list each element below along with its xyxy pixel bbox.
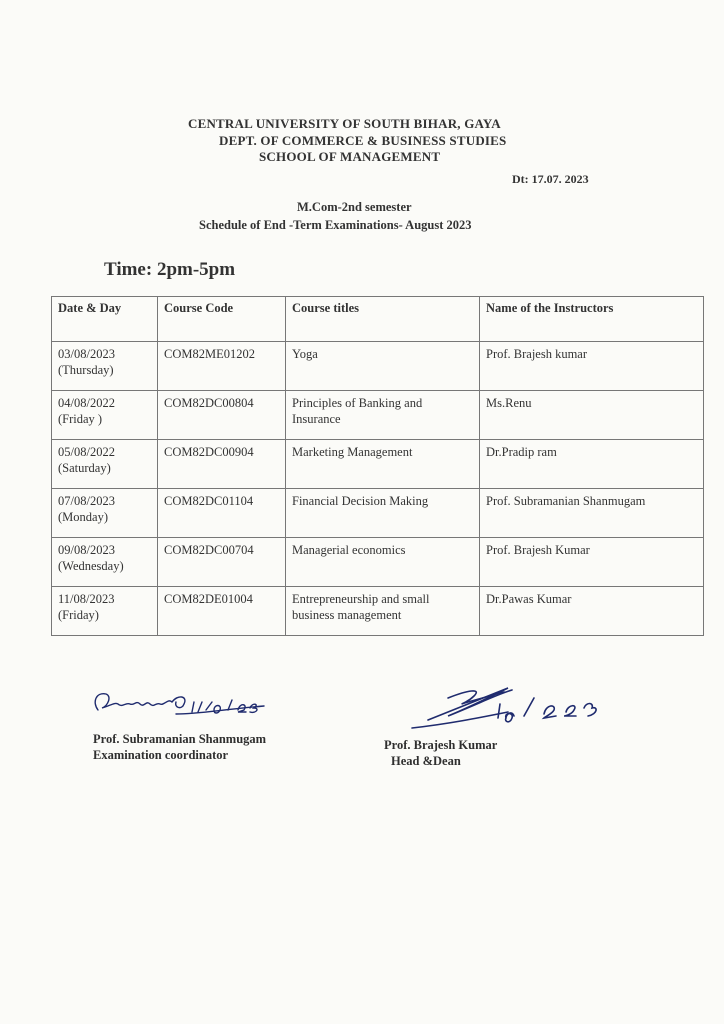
course-code-cell: COM82DC01104 [158, 489, 286, 538]
course-code-cell: COM82DC00804 [158, 391, 286, 440]
column-header-instructor: Name of the Instructors [480, 297, 704, 342]
date-cell [52, 489, 158, 538]
instructor-cell: Dr.Pawas Kumar [480, 587, 704, 636]
coordinator-signature [88, 684, 278, 728]
exam-date: 04/08/2022 [58, 396, 115, 410]
exam-day: (Monday) [58, 510, 108, 525]
exam-day: (Saturday) [58, 461, 111, 476]
column-header-code: Course Code [158, 297, 286, 342]
exam-schedule-table [51, 296, 704, 636]
course-title-cell: Entrepreneurship and small business management [286, 587, 480, 636]
course-code-cell: COM82DC00904 [158, 440, 286, 489]
course-title-cell: Marketing Management [286, 440, 480, 489]
course-title-cell: Managerial economics [286, 538, 480, 587]
coordinator-role: Examination coordinator [93, 748, 229, 762]
dean-name: Prof. Brajesh Kumar [384, 738, 498, 752]
school-name: SCHOOL OF MANAGEMENT [259, 149, 441, 164]
table-row [52, 587, 704, 636]
schedule-title: Schedule of End -Term Examinations- August 2023 [199, 218, 472, 232]
instructor-cell: Dr.Pradip ram [480, 440, 704, 489]
table-row [52, 342, 704, 391]
date-cell [52, 538, 158, 587]
program-title: M.Com-2nd semester [297, 200, 412, 214]
table-row [52, 489, 704, 538]
coordinator-name: Prof. Subramanian Shanmugam [93, 732, 267, 746]
dean-signature [408, 668, 618, 738]
exam-day: (Thursday) [58, 363, 114, 378]
exam-day: (Wednesday) [58, 559, 124, 574]
table-row [52, 440, 704, 489]
date-cell [52, 391, 158, 440]
exam-date: 11/08/2023 [58, 592, 115, 606]
exam-date: 09/08/2023 [58, 543, 115, 557]
column-header-title: Course titles [286, 297, 480, 342]
instructor-cell: Prof. Brajesh Kumar [480, 538, 704, 587]
table-row [52, 538, 704, 587]
course-code-cell: COM82ME01202 [158, 342, 286, 391]
course-title-cell: Financial Decision Making [286, 489, 480, 538]
date-cell [52, 342, 158, 391]
table-row [52, 391, 704, 440]
date-cell [52, 440, 158, 489]
table-header-row [52, 297, 704, 342]
document-date: Dt: 17.07. 2023 [512, 172, 589, 186]
course-title-cell: Yoga [286, 342, 480, 391]
exam-date: 05/08/2022 [58, 445, 115, 459]
exam-date: 07/08/2023 [58, 494, 115, 508]
dean-role: Head &Dean [391, 754, 461, 768]
column-header-date: Date & Day [52, 297, 158, 342]
exam-time: Time: 2pm-5pm [104, 259, 236, 280]
date-cell [52, 587, 158, 636]
course-code-cell: COM82DE01004 [158, 587, 286, 636]
exam-day: (Friday) [58, 608, 99, 623]
course-title-cell: Principles of Banking and Insurance [286, 391, 480, 440]
instructor-cell: Prof. Brajesh kumar [480, 342, 704, 391]
instructor-cell: Ms.Renu [480, 391, 704, 440]
instructor-cell: Prof. Subramanian Shanmugam [480, 489, 704, 538]
exam-day: (Friday ) [58, 412, 103, 427]
department-name: DEPT. OF COMMERCE & BUSINESS STUDIES [219, 133, 507, 148]
course-code-cell: COM82DC00704 [158, 538, 286, 587]
exam-date: 03/08/2023 [58, 347, 115, 361]
university-name: CENTRAL UNIVERSITY OF SOUTH BIHAR, GAYA [188, 116, 501, 131]
